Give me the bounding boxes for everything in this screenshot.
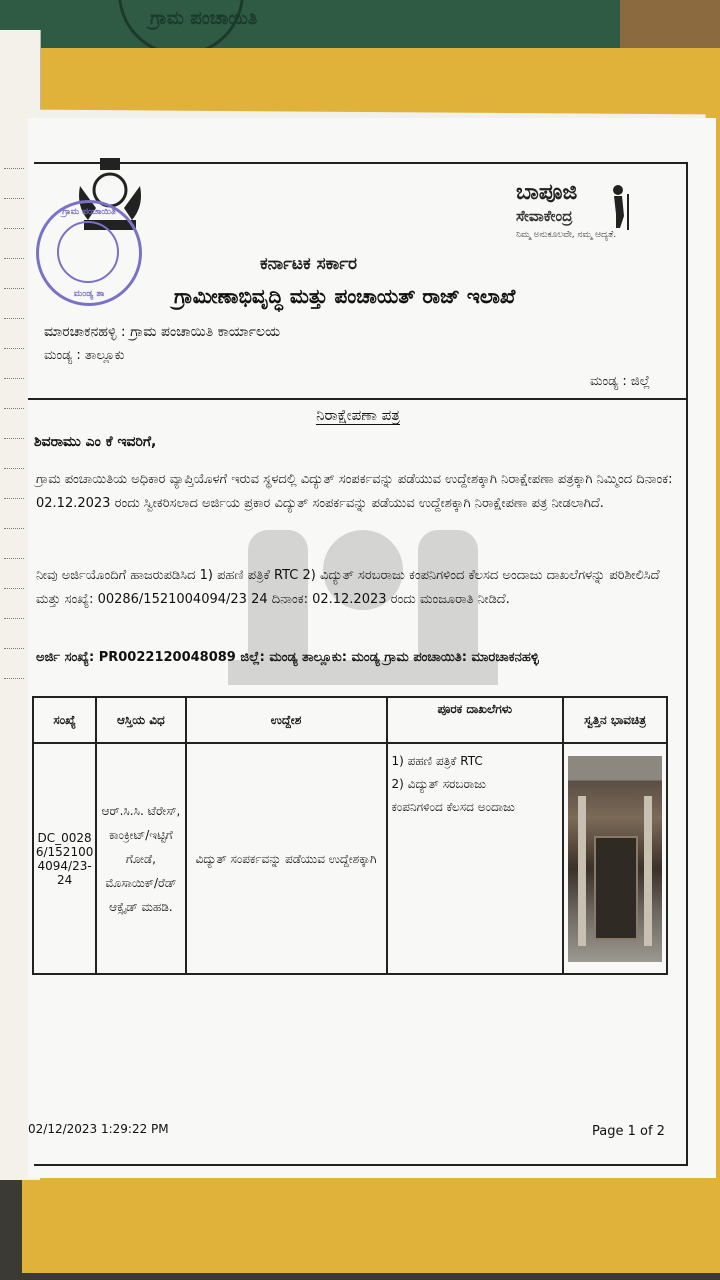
document-title: ನಿರಾಕ್ಷೇಪಣಾ ಪತ್ರ: [316, 406, 400, 424]
logo-subtitle: ಸೇವಾಕೇಂದ್ರ: [516, 207, 573, 225]
logo-name: ಬಾಪೂಜಿ: [516, 180, 578, 205]
cell-purpose: ವಿದ್ಯುತ್ ಸಂಪರ್ಕವನ್ನು ಪಡೆಯುವ ಉದ್ದೇಶಕ್ಕಾಗಿ: [186, 743, 387, 974]
print-timestamp: 02/12/2023 1:29:22 PM: [28, 1122, 169, 1136]
table-header-row: [33, 697, 667, 743]
department-title: ಗ್ರಾಮೀಣಾಭಿವೃದ್ಧಿ ಮತ್ತು ಪಂಚಾಯತ್ ರಾಜ್ ಇಲಾಖೆ: [174, 284, 516, 308]
stamp-bottom-text: ಮಂಡ್ಯ ತಾ: [73, 289, 105, 299]
table-row: [33, 743, 667, 974]
property-photo: [568, 756, 662, 962]
paragraph-1: ಗ್ರಾಮ ಪಂಚಾಯಿತಿಯ ಅಧಿಕಾರ ವ್ಯಾಪ್ತಿಯೊಳಗೆ ಇರುವ ಸ್ಥಳದಲ್ಲಿ ವಿದ್ಯುತ್ ಸಂಪರ್ಕವನ್ನು ಪಡೆಯುವ ಉದ್ದೇಶಕ್ಕಾಗಿ ನಿರಾಕ್ಷೇಪಣಾ ಪತ್ರಕ್ಕಾಗಿ ನಿಮ್ಮಿಂದ ದಿನಾಂಕ: 02.12.2023 ರಂದು ಸ್ವೀಕರಿಸಲಾದ ಅರ್ಜಿಯ ಪ್ರಕಾರ ವಿದ್ಯುತ್ ಸಂಪರ್ಕವನ್ನು ಪಡೆಯುವ ಉದ್ದೇಶಕ್ಕಾಗಿ ನಿರಾಕ್ಷೇಪಣಾ ಪತ್ರ ನೀಡಲಾಗಿದೆ.: [36, 472, 673, 511]
col-purpose: ಉದ್ದೇಶ: [186, 697, 387, 743]
panchayat-stamp: [36, 200, 142, 306]
district-line: ಮಂಡ್ಯ : ಜಿಲ್ಲೆ: [590, 374, 651, 389]
background-seal-text: ಗ್ರಾಮ ಪಂಚಾಯಿತಿ: [150, 8, 258, 29]
cell-documents: [387, 743, 564, 974]
doc-line-1: 1) ಪಹಣಿ ಪತ್ರಿಕೆ RTC: [391, 754, 483, 768]
doc-line-3: ಕಂಪನಿಗಳಿಂದ ಕೆಲಸದ ಅಂದಾಜು: [391, 800, 515, 814]
page-number: Page 1 of 2: [592, 1124, 665, 1139]
paragraph-2: ನೀವು ಅರ್ಜಿಯೊಂದಿಗೆ ಹಾಜರುಪಡಿಸಿದ 1) ಪಹಣಿ ಪತ್ರಿಕೆ RTC 2) ವಿದ್ಯುತ್ ಸರಬರಾಜು ಕಂಪನಿಗಳಿಂದ ಕೆಲಸದ ಅಂದಾಜು ದಾಖಲೆಗಳನ್ನು ಪರಿಶೀಲಿಸಿದೆ ಮತ್ತು ಸಂಖ್ಯೆ: 00286/1521004094/23 24 ದಿನಾಂಕ: 02.12.2023 ರಂದು ಮಂಜೂರಾತಿ ನೀಡಿದೆ.: [36, 568, 660, 607]
stamp-inner-ring: [57, 221, 119, 283]
col-documents: ಪೂರಕ ದಾಖಲೆಗಳು: [387, 697, 564, 743]
application-reference: ಅರ್ಜಿ ಸಂಖ್ಯೆ: PR0022120048089 ಜಿಲ್ಲೆ: ಮಂಡ್ಯ ತಾಲ್ಲೂಕು: ಮಂಡ್ಯ ಗ್ರಾಮ ಪಂಚಾಯಿತಿ: ಮಾರಚಾಕನಹಳ್ಳಿ: [36, 650, 539, 665]
cell-number: DC_00286/1521004094/23-24: [33, 743, 96, 974]
office-line: ಮಾರಚಾಕನಹಳ್ಳಿ : ಗ್ರಾಮ ಪಂಚಾಯಿತಿ ಕಾರ್ಯಾಲಯ: [44, 324, 281, 340]
logo-tagline: ನಿಮ್ಮ ಅನುಕೂಲವೇ, ನಮ್ಮ ಆದ್ಯತೆ.: [516, 230, 617, 240]
property-table: [32, 696, 668, 975]
taluk-line: ಮಂಡ್ಯ : ತಾಲ್ಲೂಕು: [44, 348, 125, 363]
cell-property-type: ಆರ್.ಸಿ.ಸಿ. ಟೆರೇಸ್, ಕಾಂಕ್ರೀಟ್/ಇಟ್ಟಿಗೆ ಗೋಡೆ, ಮೊಸಾಯಿಕ್/ರೆಡ್ ಆಕ್ಸೈಡ್ ಮಹಡಿ.: [96, 743, 185, 974]
header-divider: [28, 398, 688, 400]
doc-line-2: 2) ವಿದ್ಯುತ್ ಸರಬರಾಜು: [391, 777, 486, 791]
col-photo: ಸ್ವತ್ತಿನ ಭಾವಚಿತ್ರ: [563, 697, 667, 743]
photo-door: [594, 836, 638, 940]
salutation: ಶಿವರಾಮು ಎಂ ಕೆ ಇವರಿಗೆ,: [34, 434, 157, 450]
bapuji-logo: [516, 180, 666, 250]
col-property-type: ಆಸ್ತಿಯ ವಿಧ: [96, 697, 185, 743]
stamp-top-text: ಗ್ರಾಮ ಪಂಚಾಯಿತಿ: [62, 207, 116, 217]
cell-photo: [563, 743, 667, 974]
document-page: [28, 118, 716, 1178]
government-title: ಕರ್ನಾಟಕ ಸರ್ಕಾರ: [260, 254, 358, 274]
col-number: ಸಂಖ್ಯೆ: [33, 697, 96, 743]
gandhi-figure-icon: [606, 184, 634, 230]
